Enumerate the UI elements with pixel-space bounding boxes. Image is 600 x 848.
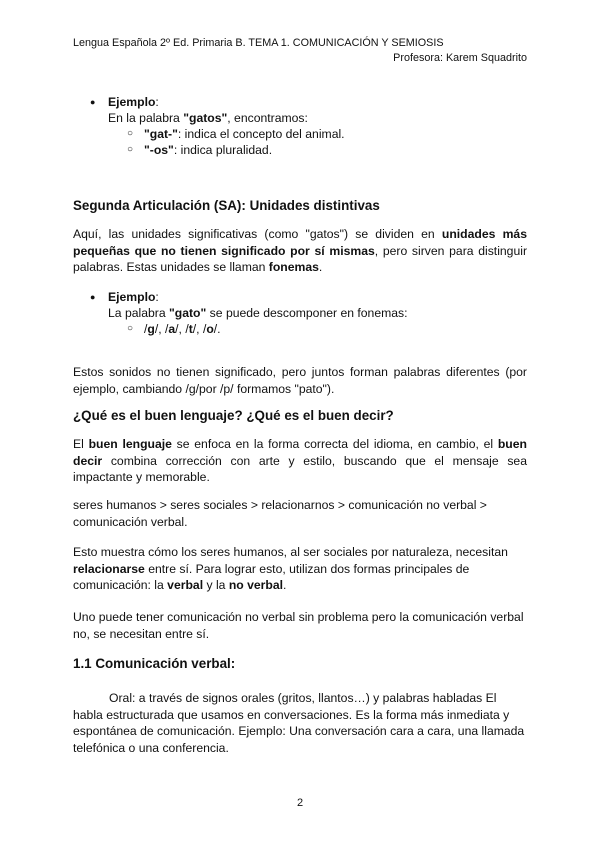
section-heading-sa: Segunda Articulación (SA): Unidades distintivas bbox=[73, 198, 380, 213]
paragraph-sonidos: Estos sonidos no tienen significado, pero juntos forman palabras diferentes (por ejemplo, cambiando /g/por /p/ formamos "pato"). bbox=[73, 365, 527, 396]
example-intro: La palabra "gato" se puede descomponer en fonemas: bbox=[108, 306, 408, 320]
page-number: 2 bbox=[296, 797, 304, 809]
phoneme-list: /g/, /a/, /t/, /o/. bbox=[144, 322, 221, 336]
sub-bullet-icon: ○ bbox=[127, 128, 134, 139]
paragraph-muestra: Esto muestra cómo los seres humanos, al ser sociales por naturaleza, necesitan relacionarse entre sí. Para lograr esto, utilizan dos formas principales de comunicación: la verbal y la no verbal. bbox=[73, 545, 508, 592]
paragraph-uno: Uno puede tener comunicación no verbal sin problema pero la comunicación verbal no, se necesitan entre sí. bbox=[73, 610, 524, 641]
bullet-icon: ● bbox=[90, 97, 96, 107]
bullet-icon: ● bbox=[90, 292, 96, 302]
section-heading-buen-lenguaje: ¿Qué es el buen lenguaje? ¿Qué es el buen decir? bbox=[73, 408, 394, 423]
header-course: Lengua Española 2º Ed. Primaria B. TEMA 1. COMUNICACIÓN Y SEMIOSIS bbox=[73, 37, 444, 49]
header-teacher: Profesora: Karem Squadrito bbox=[393, 52, 527, 64]
paragraph-sa: Aquí, las unidades significativas (como "gatos") se dividen en unidades más pequeñas que no tienen significado por sí mismas, pero sirven para distinguir palabras. Estas unidades se llaman fonemas. bbox=[73, 227, 527, 274]
example-intro: En la palabra "gatos", encontramos: bbox=[108, 111, 308, 125]
paragraph-oral: Oral: a través de signos orales (gritos, llantos…) y palabras habladas El habla estructurada que usamos en conversaciones. Es la forma más inmediata y espontánea de comunicación. Ejemplo: Una conversación cara a cara, una llamada telefónica o una conferencia. bbox=[73, 691, 525, 755]
example-label: Ejemplo: bbox=[108, 95, 159, 109]
example-label: Ejemplo: bbox=[108, 290, 159, 304]
section-heading-comunicacion-verbal: 1.1 Comunicación verbal: bbox=[73, 656, 236, 671]
paragraph-buen-lenguaje: El buen lenguaje se enfoca en la forma correcta del idioma, en cambio, el buen decir combina corrección con arte y estilo, buscando que el mensaje sea impactante y memorable. bbox=[73, 437, 527, 484]
sub-bullet-icon: ○ bbox=[127, 323, 134, 334]
example-item: "gat-": indica el concepto del animal. bbox=[144, 127, 345, 141]
sub-bullet-icon: ○ bbox=[127, 144, 134, 155]
communication-chain: seres humanos > seres sociales > relacionarnos > comunicación no verbal > comunicación verbal. bbox=[73, 498, 487, 529]
example-item: "-os": indica pluralidad. bbox=[144, 143, 273, 157]
